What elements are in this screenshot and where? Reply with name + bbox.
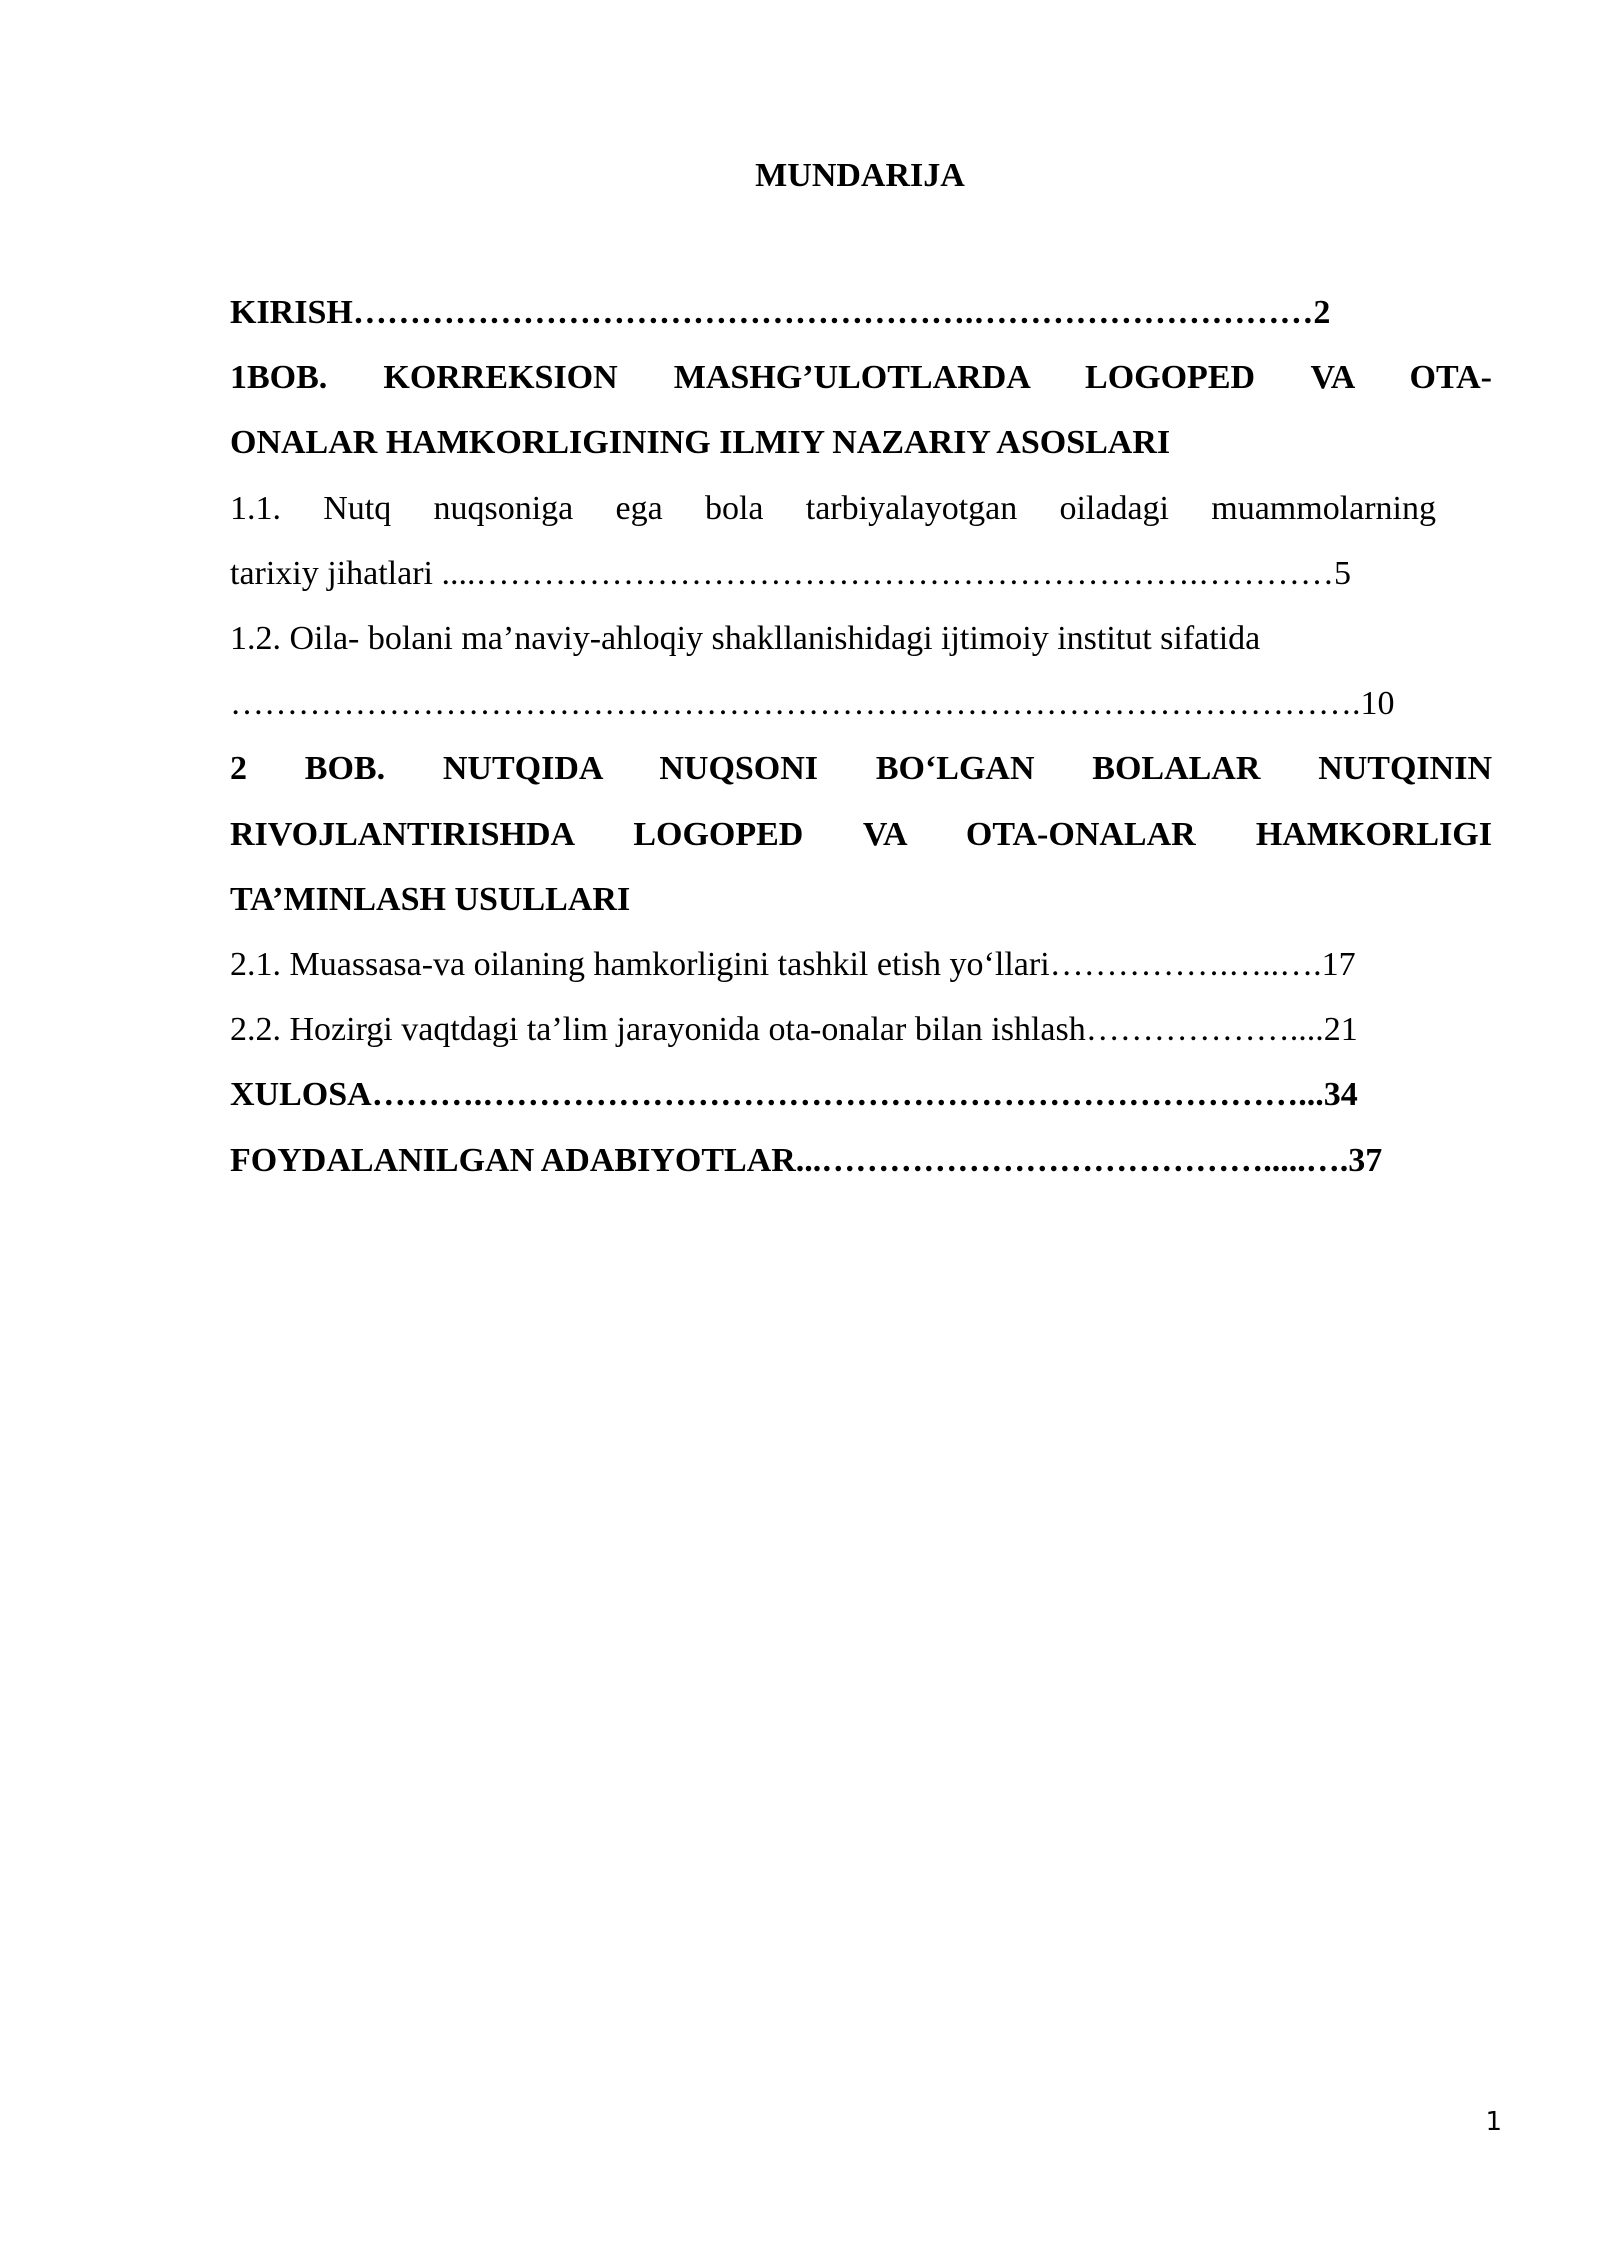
toc-entry-xulosa: XULOSA……….………………………………………………………………...34 xyxy=(230,1076,1358,1114)
page-title: MUNDARIJA xyxy=(755,157,965,194)
toc-section-2-2: 2.2. Hozirgi vaqtdagi ta’lim jarayonida ota-onalar bilan ishlash………………....21 xyxy=(230,1011,1358,1049)
toc-section-1-1-line-1: 1.1. Nutq nuqsoniga ega bola tarbiyalayotgan oiladagi muammolarning xyxy=(230,489,1436,527)
table-of-contents xyxy=(230,280,1492,1193)
toc-chapter-2-heading-line-2: RIVOJLANTIRISHDA LOGOPED VA OTA-ONALAR HAMKORLIGI xyxy=(230,815,1492,853)
toc-chapter-1-heading-line-1: 1BOB. KORREKSION MASHG’ULOTLARDA LOGOPED VA OTA- xyxy=(230,359,1492,397)
toc-entry-foydalanilgan-adabiyotlar: FOYDALANILGAN ADABIYOTLAR...………………………………….....….37 xyxy=(230,1141,1383,1179)
toc-section-1-2-line-1: 1.2. Oila- bolani ma’naviy-ahloqiy shakllanishidagi ijtimoiy institut sifatida xyxy=(230,620,1261,658)
toc-section-1-2-line-2: ……………………………………………………………………………………….10 xyxy=(230,685,1395,723)
toc-section-2-1: 2.1. Muassasa-va oilaning hamkorligini tashkil etish yo‘llari…………….…..….17 xyxy=(230,946,1356,984)
toc-chapter-1-heading-line-2: ONALAR HAMKORLIGINING ILMIY NAZARIY ASOSLARI xyxy=(230,424,1171,462)
toc-section-1-1-line-2: tarixiy jihatlari ....……………………………………………………….…………5 xyxy=(230,554,1351,592)
toc-chapter-2-heading-line-3: TA’MINLASH USULLARI xyxy=(230,880,631,918)
toc-entry-kirish: KIRISH……………………………………………….…………………………2 xyxy=(230,294,1331,331)
page-number: 1 xyxy=(1485,2107,1502,2137)
toc-chapter-2-heading-line-1: 2 BOB. NUTQIDA NUQSONI BO‘LGAN BOLALAR NUTQININ xyxy=(230,750,1492,788)
